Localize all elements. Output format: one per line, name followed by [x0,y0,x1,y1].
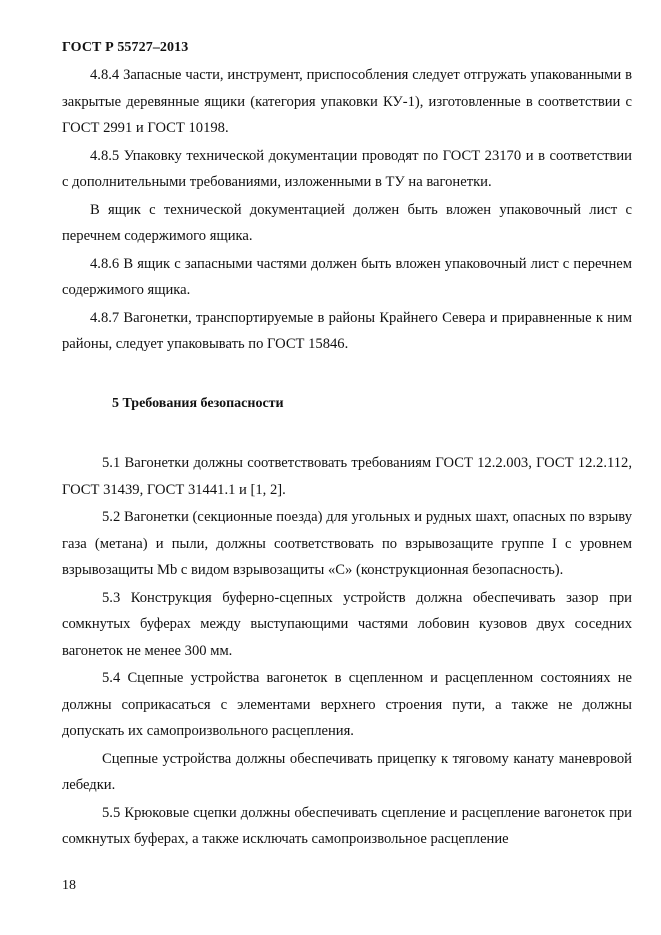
paragraph-4-8-4: 4.8.4 Запасные части, инструмент, приспособления следует отгружать упакованными в закрытые деревянные ящики (категория упаковки КУ-1), изготовленные в соответствии с ГОСТ 2991 и ГОСТ 10198. [62,67,632,136]
page-number: 18 [62,878,76,893]
paragraph-4-8-5-docs-box: В ящик с технической документацией должен быть вложен упаковочный лист с перечнем содержимого ящика. [62,201,632,244]
paragraph-4-8-5: 4.8.5 Упаковку технической документации проводят по ГОСТ 23170 и в соответствии с дополнительными требованиями, изложенными в ТУ на вагонетки. [62,147,632,190]
paragraph-4-8-6: 4.8.6 В ящик с запасными частями должен быть вложен упаковочный лист с перечнем содержимого ящика. [62,255,632,298]
paragraph-4-8-7: 4.8.7 Вагонетки, транспортируемые в районы Крайнего Севера и приравненные к ним районы, следует упаковывать по ГОСТ 15846. [62,309,632,352]
page-header: ГОСТ Р 55727–2013 [62,40,189,55]
paragraph-5-5: 5.5 Крюковые сцепки должны обеспечивать сцепление и расцепление вагонеток при сомкнутых буферах, а также исключать самопроизвольное расцепление [62,804,632,847]
paragraph-5-4: 5.4 Сцепные устройства вагонеток в сцепленном и расцепленном состояниях не должны соприкасаться с элементами верхнего строения пути, а также не должны допускать их самопроизвольного расцепления. [62,670,632,739]
paragraph-5-2: 5.2 Вагонетки (секционные поезда) для угольных и рудных шахт, опасных по взрыву газа (метана) и пыли, должны соответствовать по взрывозащите группе I с уровнем взрывозащиты Mb с видом взрывозащиты «С» (конструкционная безопасность). [62,509,632,578]
paragraph-5-3: 5.3 Конструкция буферно-сцепных устройств должна обеспечивать зазор при сомкнутых буферах между выступающими частями лобовин кузовов двух соседних вагонеток не менее 300 мм. [62,589,632,659]
section-title: 5 Требования безопасности [112,395,284,411]
document-body [62,62,632,854]
paragraph-5-1: 5.1 Вагонетки должны соответствовать требованиям ГОСТ 12.2.003, ГОСТ 12.2.112, ГОСТ 31439, ГОСТ 31441.1 и [1, 2]. [62,455,632,498]
paragraph-5-4-coupling: Сцепные устройства должны обеспечивать прицепку к тяговому канату маневровой лебедки. [62,750,632,793]
